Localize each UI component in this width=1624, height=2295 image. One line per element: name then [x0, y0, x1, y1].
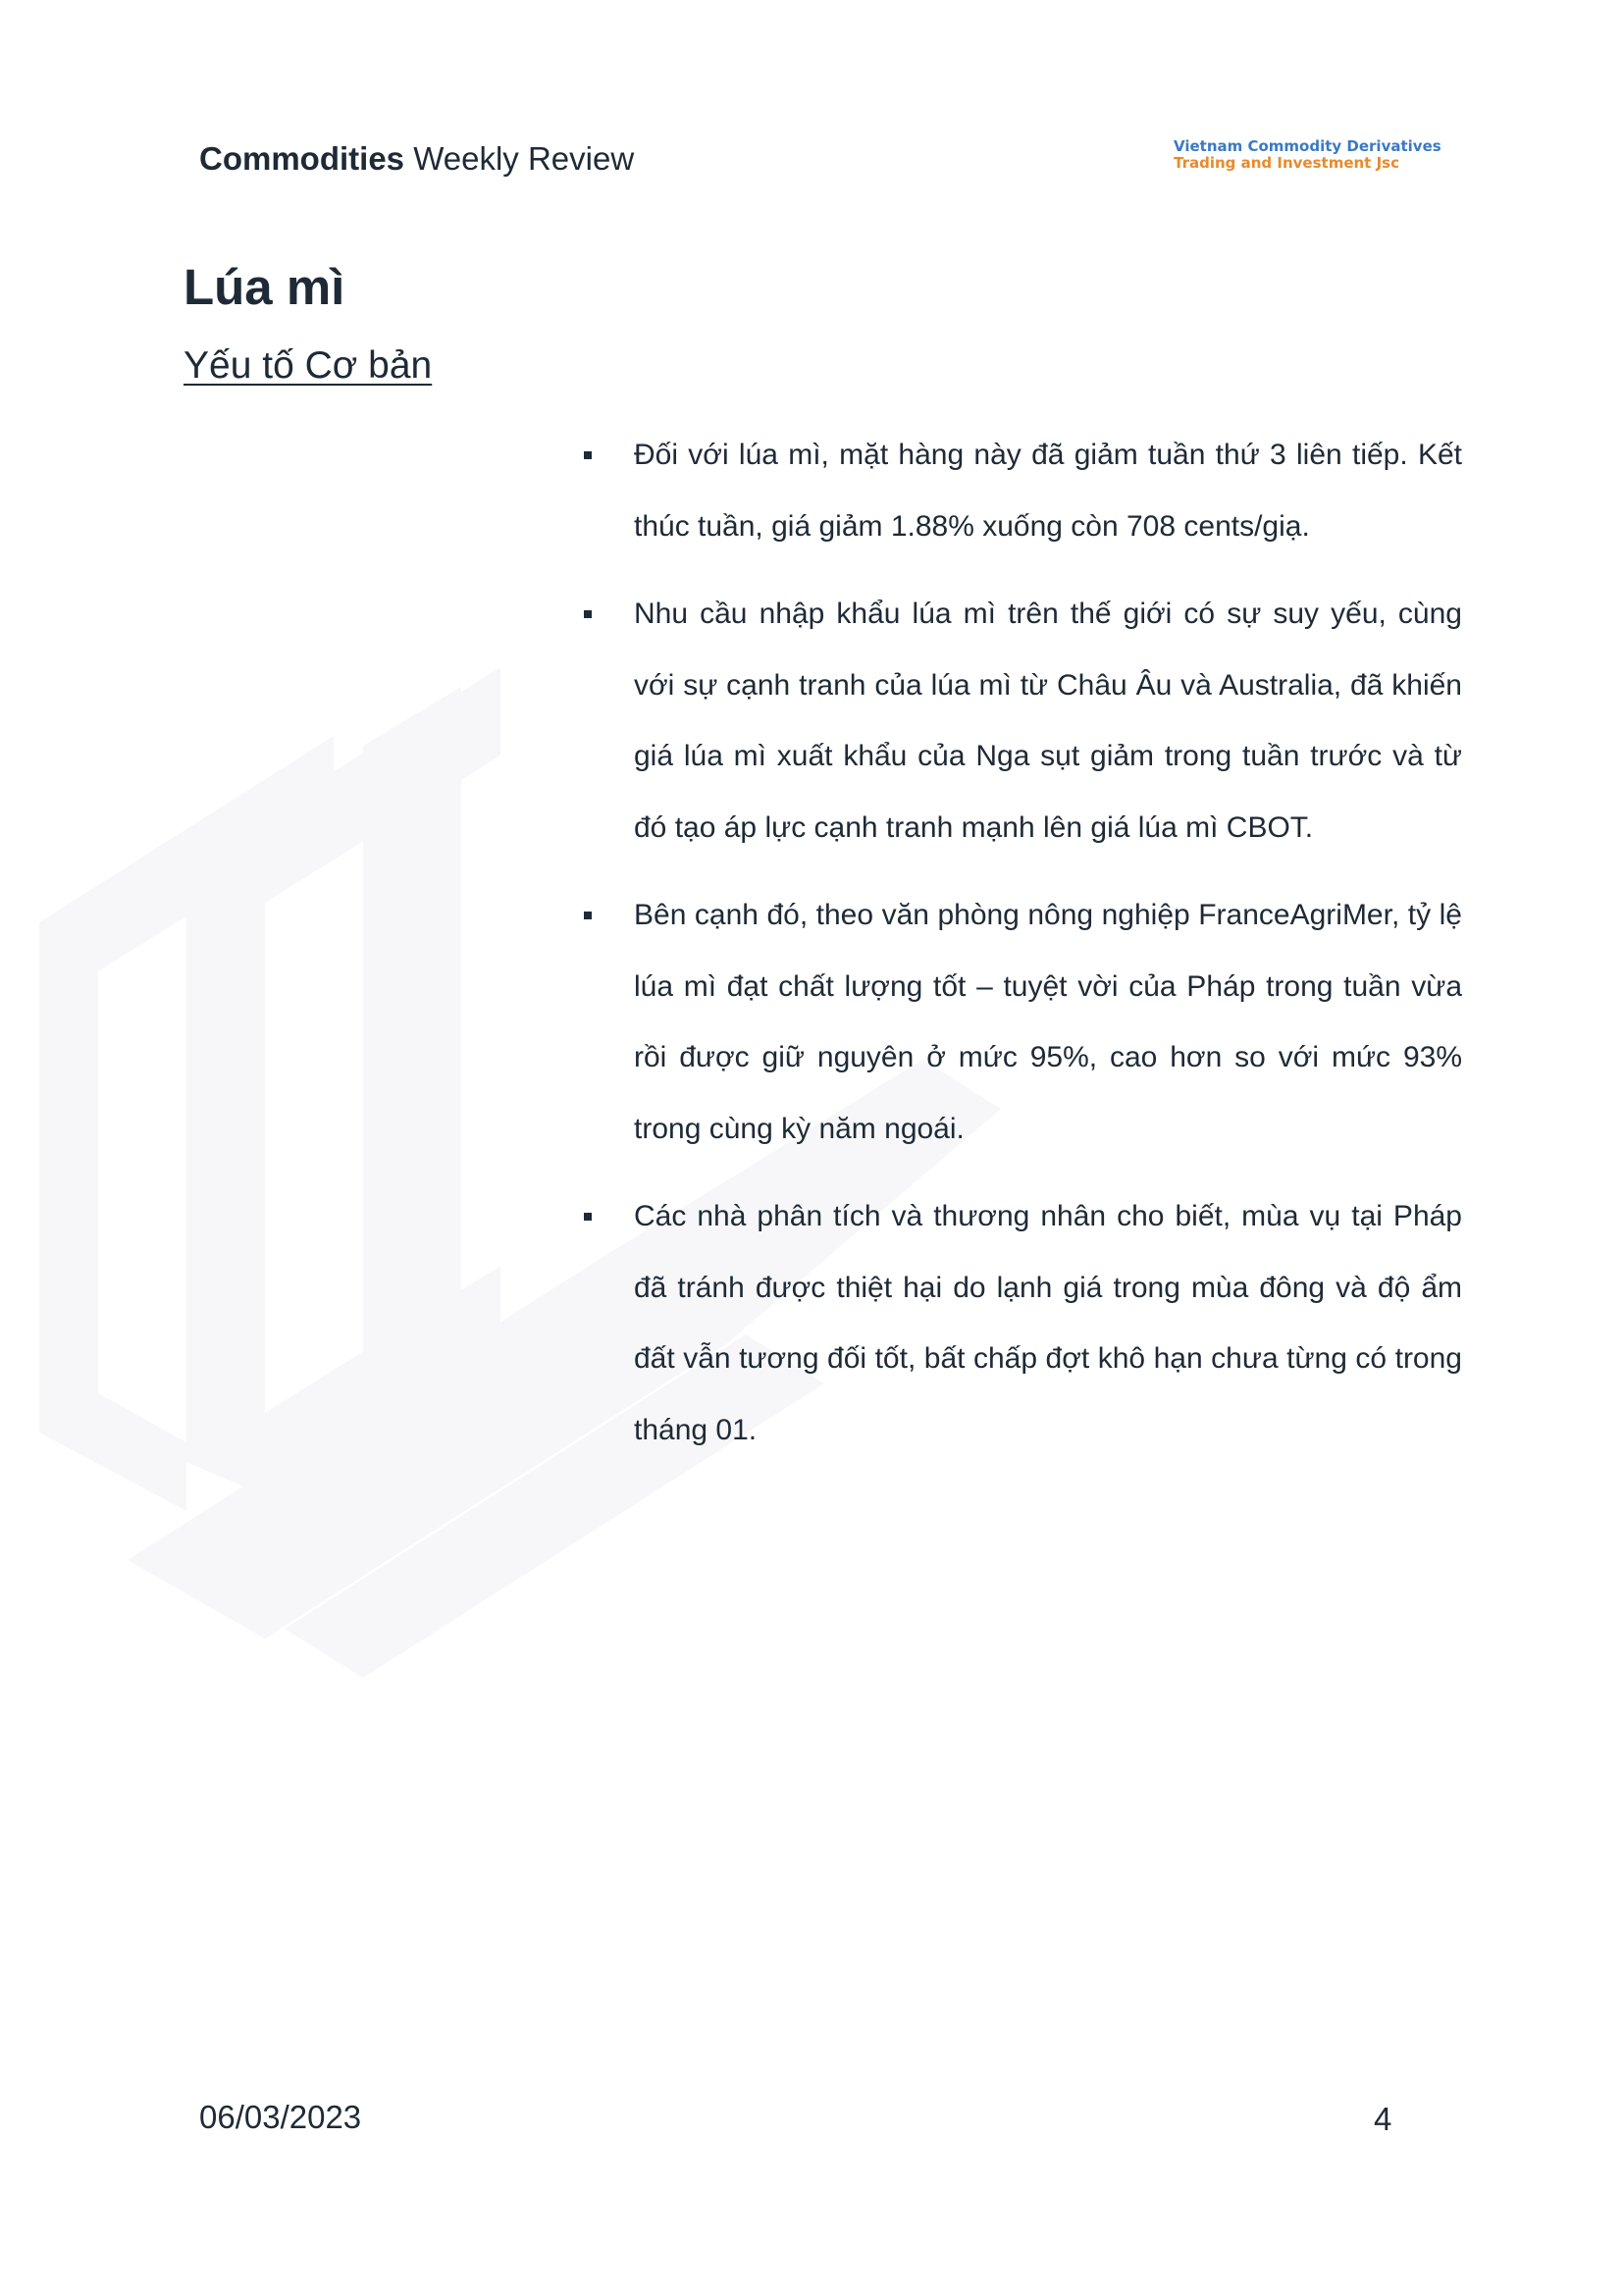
- page-number: 4: [1374, 2101, 1392, 2137]
- bullet-item: [579, 880, 1462, 1165]
- bullet-text: Đối với lúa mì, mặt hàng này đã giảm tuần thứ 3 liên tiếp. Kết thúc tuần, giá giảm 1.88% xuống còn 708 cents/giạ.: [634, 439, 1462, 543]
- bullet-marker-icon: [584, 912, 592, 919]
- bullet-item: [579, 579, 1462, 863]
- logo-line-1: Vietnam Commodity Derivatives: [1174, 137, 1441, 155]
- page-title: Lúa mì: [183, 259, 345, 315]
- header-title-rest: Weekly Review: [404, 140, 635, 177]
- bullet-item: [579, 1181, 1462, 1466]
- bullet-marker-icon: [584, 610, 592, 618]
- logo-line-2: Trading and Investment Jsc: [1174, 154, 1399, 172]
- bullet-text: Nhu cầu nhập khẩu lúa mì trên thế giới có sự suy yếu, cùng với sự cạnh tranh của lúa mì từ Châu Âu và Australia, đã khiến giá lúa mì xuất khẩu của Nga sụt giảm trong tuần trước và từ đó tạo áp lực cạnh tranh mạnh lên giá lúa mì CBOT.: [634, 598, 1462, 844]
- bullet-marker-icon: [584, 1213, 592, 1221]
- bullet-text: Các nhà phân tích và thương nhân cho biết, mùa vụ tại Pháp đã tránh được thiệt hại do lạnh giá trong mùa đông và độ ẩm đất vẫn tương đối tốt, bất chấp đợt khô hạn chưa từng có trong tháng 01.: [634, 1200, 1462, 1446]
- section-title: Yếu tố Cơ bản: [183, 344, 433, 387]
- bullet-item: [579, 420, 1462, 562]
- bullet-marker-icon: [584, 451, 592, 459]
- bullet-list: [579, 420, 1462, 1483]
- header-title-bold: Commodities: [199, 140, 405, 177]
- company-logo: [1174, 138, 1441, 172]
- footer-date: 06/03/2023: [199, 2099, 362, 2135]
- bullet-text: Bên cạnh đó, theo văn phòng nông nghiệp FranceAgriMer, tỷ lệ lúa mì đạt chất lượng tốt – tuyệt vời của Pháp trong tuần vừa rồi được giữ nguyên ở mức 95%, cao hơn so với mức 93% trong cùng kỳ năm ngoái.: [634, 899, 1462, 1145]
- document-header: [199, 133, 634, 184]
